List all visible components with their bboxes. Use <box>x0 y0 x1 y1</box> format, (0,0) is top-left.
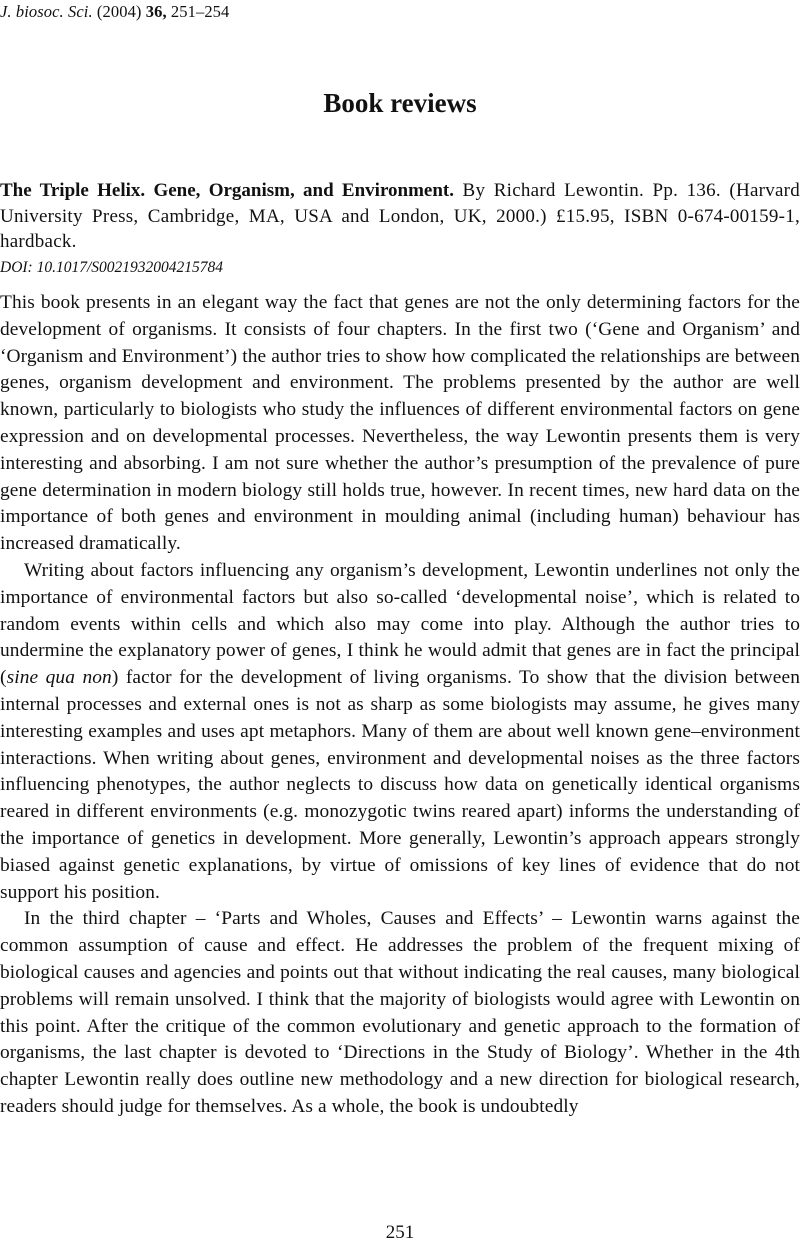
book-details: By Richard Lewontin. Pp. 136. (Harvard University Press, Cambridge, MA, USA and London, UK, 2000.) £15.95, ISBN 0-674-00159-1, hardback. <box>0 180 800 252</box>
paragraph-2-part-b: ) factor for the development of living organisms. To show that the division between internal processes and external ones is not as sharp as some biologists may assume, he gives many interesting examples and uses apt metaphors. Many of them are about well known gene–environment interactions. When writing about genes, environment and developmental noises as the three factors influencing phenotypes, the author neglects to discuss how data on genetically identical organisms reared in different environments (e.g. monozygotic twins reared apart) informs the understanding of the importance of genetics in development. More generally, Lewontin’s approach appears strongly biased against genetic explanations, by virtue of omissions of key lines of evidence that do not support his position. <box>0 667 800 903</box>
book-title: The Triple Helix. Gene, Organism, and Environment. <box>0 180 455 201</box>
book-citation <box>0 178 800 255</box>
paragraph-3: In the third chapter – ‘Parts and Wholes, Causes and Effects’ – Lewontin warns against the common assumption of cause and effect. He addresses the problem of the frequent mixing of biological causes and agencies and points out that without indicating the real causes, many biological problems will remain unsolved. I think that the majority of biologists would agree with Lewontin on this point. After the critique of the common evolutionary and genetic approach to the formation of organisms, the last chapter is devoted to ‘Directions in the Study of Biology’. Whether in the 4th chapter Lewontin really does outline new methodology and a new direction for biological research, readers should judge for themselves. As a whole, the book is undoubtedly <box>0 908 800 1117</box>
page-number: 251 <box>385 1222 415 1243</box>
journal-name: J. biosoc. Sci. <box>0 2 93 21</box>
journal-volume: 36, <box>145 2 167 21</box>
journal-year: (2004) <box>96 2 142 21</box>
doi-link[interactable]: DOI: 10.1017/S0021932004215784 <box>0 259 224 276</box>
section-title: Book reviews <box>323 88 477 118</box>
running-head <box>0 2 229 22</box>
journal-pages: 251–254 <box>170 2 230 21</box>
review-body <box>0 290 800 1121</box>
paragraph-2 <box>0 558 800 906</box>
paragraph-1: This book presents in an elegant way the fact that genes are not the only determining factors for the development of organisms. It consists of four chapters. In the first two (‘Gene and Organism’ and ‘Organism and Environment’) the author tries to show how complicated the relationships are between genes, organism development and environment. The problems presented by the author are well known, particularly to biologists who study the influences of different environmental factors on gene expression and on developmental processes. Nevertheless, the way Lewontin presents them is very interesting and absorbing. I am not sure whether the author’s presumption of the prevalence of pure gene determination in modern biology still holds true, however. In recent times, new hard data on the importance of both genes and environment in moulding animal (including human) behaviour has increased dramatically. <box>0 292 800 555</box>
paragraph-2-part-a: Writing about factors influencing any organism’s development, Lewontin underlines not only the importance of environmental factors but also so-called ‘developmental noise’, which is related to random events within cells and which also may come into play. Although the author tries to undermine the explanatory power of genes, I think he would admit that genes are in fact the principal ( <box>0 559 800 689</box>
latin-phrase: sine qua non <box>6 667 112 689</box>
